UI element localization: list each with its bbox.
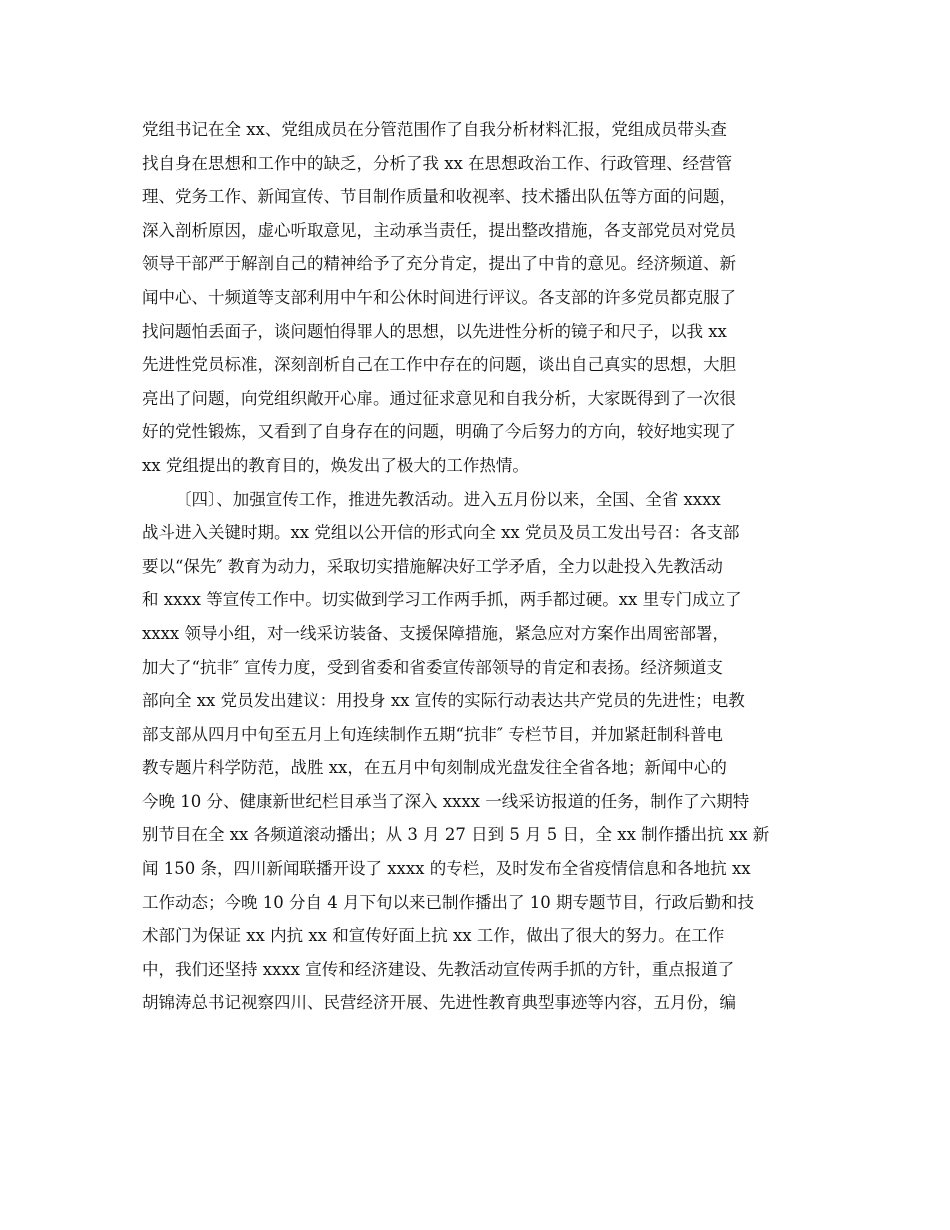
text-line: 领导干部严于解剖自己的精神给予了充分肯定，提出了中肯的意见。经济频道、新 <box>142 254 736 274</box>
text-line: 胡锦涛总书记视察四川、民营经济开展、先进性教育典型事迹等内容，五月份，编 <box>142 993 736 1013</box>
text-line: 工作动态；今晚 10 分自 4 月下旬以来已制作播出了 10 期专题节目，行政后勤和技 <box>142 892 754 912</box>
text-line: 好的党性锻炼，又看到了自身存在的问题，明确了今后努力的方向，较好地实现了 <box>142 422 736 442</box>
text-line: 部向全 xx 党员发出建议：用投身 xx 宣传的实际行动表达共产党员的先进性；电教 <box>142 691 745 711</box>
text-line: 深入剖析原因，虚心听取意见，主动承当责任，提出整改措施，各支部党员对党员 <box>142 220 736 240</box>
paragraph-publicity-work <box>142 483 832 1021</box>
text-line: 理、党务工作、新闻宣传、节目制作质量和收视率、技术播出队伍等方面的问题， <box>142 187 736 207</box>
paragraph-self-analysis <box>142 113 832 483</box>
text-line: xxxx 领导小组，对一线采访装备、支援保障措施，紧急应对方案作出周密部署， <box>142 623 729 643</box>
text-line: 亮出了问题，向党组织敞开心扉。通过征求意见和自我分析，大家既得到了一次很 <box>142 388 736 408</box>
text-line: 战斗进入关键时期。xx 党组以公开信的形式向全 xx 党员及员工发出号召：各支部 <box>142 523 740 543</box>
text-line: 要以“保先″ 教育为动力，采取切实措施解决好工学矛盾，全力以赴投入先教活动 <box>142 556 723 576</box>
text-line: 闻中心、十频道等支部利用中午和公休时间进行评议。各支部的许多党员都克服了 <box>142 287 736 307</box>
text-line: 党组书记在全 xx、党组成员在分管范围作了自我分析材料汇报，党组成员带头查 <box>142 120 727 139</box>
text-line: 闻 150 条，四川新闻联播开设了 xxxx 的专栏，及时发布全省疫情信息和各地抗 xx <box>142 859 751 879</box>
section-heading-line: 〔四〕、加强宣传工作，推进先教活动。进入五月份以来，全国、全省 xxxx <box>175 489 721 509</box>
text-line: 和 xxxx 等宣传工作中。切实做到学习工作两手抓，两手都过硬。xx 里专门成立了 <box>142 590 742 610</box>
text-line: 术部门为保证 xx 内抗 xx 和宣传好面上抗 xx 工作，做出了很大的努力。在工作 <box>142 926 725 946</box>
text-line: 部支部从四月中旬至五月上旬连续制作五期“抗非″ 专栏节目，并加紧赶制科普电 <box>142 724 723 744</box>
text-line: 先进性党员标准，深刻剖析自己在工作中存在的问题，谈出自己真实的思想，大胆 <box>142 355 736 375</box>
text-line: 中，我们还坚持 xxxx 宣传和经济建设、先教活动宣传两手抓的方针，重点报道了 <box>142 959 735 979</box>
document-body <box>142 113 832 1020</box>
text-line: 找问题怕丢面子，谈问题怕得罪人的思想，以先进性分析的镜子和尺子，以我 xx <box>142 321 727 341</box>
text-line: 加大了“抗非″ 宣传力度，受到省委和省委宣传部领导的肯定和表扬。经济频道支 <box>142 657 723 677</box>
text-line: 今晚 10 分、健康新世纪栏目承当了深入 xxxx 一线采访报道的任务，制作了六期特 <box>142 791 750 811</box>
text-line: 教专题片科学防范，战胜 xx，在五月中旬刻制成光盘发往全省各地；新闻中心的 <box>142 758 727 778</box>
text-line: 别节目在全 xx 各频道滚动播出；从 3 月 27 日到 5 月 5 日，全 xx 制作播出抗 xx 新 <box>142 825 770 845</box>
text-line: 找自身在思想和工作中的缺乏，分析了我 xx 在思想政治工作、行政管理、经营管 <box>142 153 733 173</box>
text-line: xx 党组提出的教育目的，焕发出了极大的工作热情。 <box>142 455 529 475</box>
